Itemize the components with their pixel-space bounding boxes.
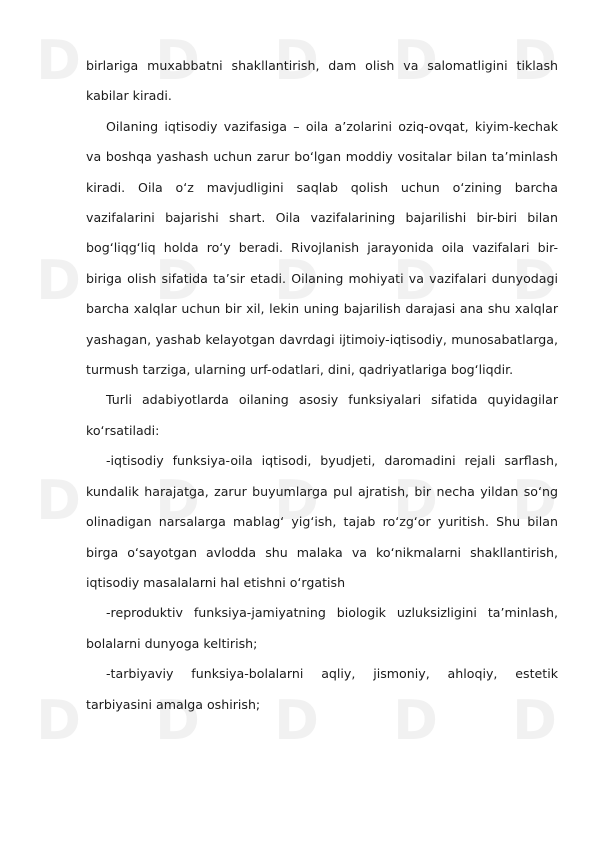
watermark-glyph: D	[393, 28, 440, 92]
paragraph-main-functions-intro: Turli adabiyotlarda oilaning asosiy funksiyalari sifatida quyidagilar ko‘rsatiladi:	[86, 392, 558, 438]
paragraph-economic-function: Oilaning iqtisodiy vazifasiga – oila a’zolarini oziq-ovqat, kiyim-kechak va boshqa yashash uchun zarur bo‘lgan moddiy vositalar bilan ta’minlash kiradi. Oila o‘z mavjudligini saqlab qolish uchun o‘zining barcha vazifalarini bajarishi shart. Oila vazifalarining bajarilishi bir-biri bilan bog‘liqg‘liq holda ro‘y beradi. Rivojlanish jarayonida oila vazifalari bir-biriga olish sifatida ta’sir etadi. Oilaning mohiyati va vazifalari dunyodagi barcha xalqlar uchun bir xil, lekin uning bajarilish darajasi ana shu xalqlar yashagan, yashab kelayotgan davrdagi ijtimoiy-iqtisodiy, munosabatlarga, turmush tarziga, ularning urf-odatlari, dini, qadriyatlariga bog‘liqdir.	[86, 118, 558, 378]
watermark-glyph: D	[274, 688, 321, 752]
watermark-glyph: D	[36, 468, 83, 532]
paragraph-educational-item: -tarbiyaviy funksiya-bolalarni aqliy, jismoniy, ahloqiy, estetik tarbiyasini amalga oshirish;	[86, 666, 558, 712]
watermark-glyph: D	[512, 468, 559, 532]
watermark-glyph: D	[393, 468, 440, 532]
paragraph-economic-item: -iqtisodiy funksiya-oila iqtisodi, byudjeti, daromadini rejali sarflash, kundalik harajatga, zarur buyumlarga pul ajratish, bir necha yildan so‘ng olinadigan narsalarga mablag‘ yig‘ish, tajab ro‘zg‘or yuritish. Shu bilan birga o‘sayotgan avlodda shu malaka va ko‘nikmalarni shakllantirish, iqtisodiy masalalarni hal etishni o‘rgatish	[86, 453, 558, 590]
watermark-glyph: D	[512, 248, 559, 312]
watermark-glyph: D	[512, 688, 559, 752]
watermark-glyph: D	[393, 688, 440, 752]
watermark-glyph: D	[274, 28, 321, 92]
watermark-glyph: D	[36, 28, 83, 92]
watermark-glyph: D	[274, 248, 321, 312]
watermark-glyph: D	[274, 468, 321, 532]
watermark-glyph: D	[155, 248, 202, 312]
document-body	[86, 51, 558, 720]
watermark-glyph: D	[393, 248, 440, 312]
watermark-glyph: D	[155, 28, 202, 92]
watermark-glyph: D	[155, 688, 202, 752]
watermark-glyph: D	[512, 28, 559, 92]
watermark-glyph: D	[36, 248, 83, 312]
watermark-glyph: D	[36, 688, 83, 752]
watermark-glyph: D	[155, 468, 202, 532]
paragraph-reproductive-item: -reproduktiv funksiya-jamiyatning biologik uzluksizligini ta’minlash, bolalarni dunyoga keltirish;	[86, 605, 558, 651]
paragraph-continuation: birlariga muxabbatni shakllantirish, dam olish va salomatligini tiklash kabilar kiradi.	[86, 58, 558, 104]
